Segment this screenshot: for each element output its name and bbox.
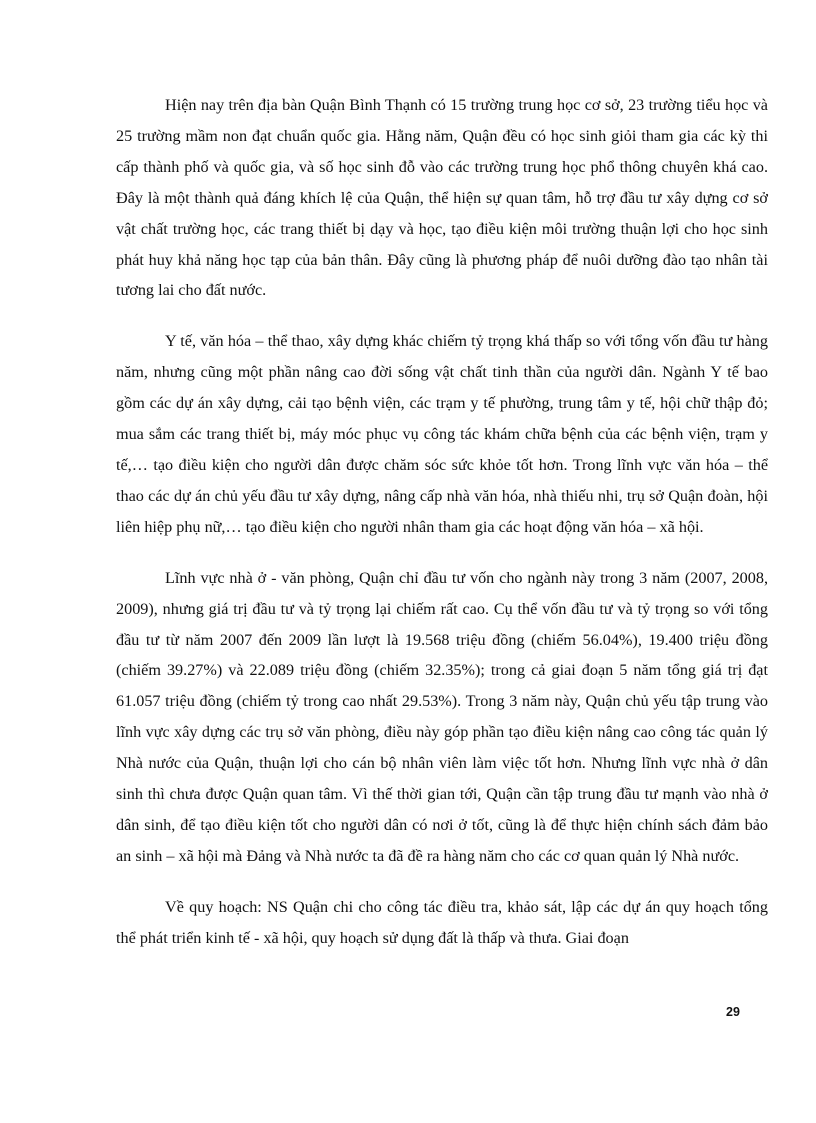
page-number: 29 — [726, 1005, 740, 1019]
paragraph-planning: Về quy hoạch: NS Quận chi cho công tác điều tra, khảo sát, lập các dự án quy hoạch tổng thể phát triển kinh tế - xã hội, quy hoạch sử dụng đất là thấp và thưa. Giai đoạn — [116, 897, 768, 947]
paragraph-housing-office: Lĩnh vực nhà ở - văn phòng, Quận chỉ đầu tư vốn cho ngành này trong 3 năm (2007, 2008, 2009), nhưng giá trị đầu tư và tỷ trọng lại chiếm rất cao. Cụ thể vốn đầu tư và tỷ trọng so với tổng đầu tư từ năm 2007 đến 2009 lần lượt là 19.568 triệu đồng (chiếm 56.04%), 19.400 triệu đồng (chiếm 39.27%) và 22.089 triệu đồng (chiếm 32.35%); trong cả giai đoạn 5 năm tổng giá trị đạt 61.057 triệu đồng (chiếm tỷ trong cao nhất 29.53%). Trong 3 năm này, Quận chủ yếu tập trung vào lĩnh vực xây dựng các trụ sở văn phòng, điều này góp phần tạo điều kiện nâng cao công tác quản lý Nhà nước của Quận, thuận lợi cho cán bộ nhân viên làm việc tốt hơn. Nhưng lĩnh vực nhà ở dân sinh thì chưa được Quận quan tâm. Vì thế thời gian tới, Quận cần tập trung đầu tư mạnh vào nhà ở dân sinh, để tạo điều kiện tốt cho người dân có nơi ở tốt, cũng là để thực hiện chính sách đảm bảo an sinh – xã hội mà Đảng và Nhà nước ta đã đề ra hàng năm cho các cơ quan quản lý Nhà nước. — [116, 568, 768, 865]
paragraph-health-culture: Y tế, văn hóa – thể thao, xây dựng khác chiếm tỷ trọng khá thấp so với tổng vốn đầu tư hàng năm, nhưng cũng một phần nâng cao đời sống vật chất tinh thần của người dân. Ngành Y tế bao gồm các dự án xây dựng, cải tạo bệnh viện, các trạm y tế phường, trung tâm y tế, hội chữ thập đỏ; mua sắm các trang thiết bị, máy móc phục vụ công tác khám chữa bệnh của các bệnh viện, trạm y tế,… tạo điều kiện cho người dân được chăm sóc sức khỏe tốt hơn. Trong lĩnh vực văn hóa – thể thao các dự án chủ yếu đầu tư xây dựng, nâng cấp nhà văn hóa, nhà thiếu nhi, trụ sở Quận đoàn, hội liên hiệp phụ nữ,… tạo điều kiện cho người nhân tham gia các hoạt động văn hóa – xã hội. — [116, 332, 768, 536]
body-text — [116, 90, 768, 954]
paragraph-schools: Hiện nay trên địa bàn Quận Bình Thạnh có 15 trường trung học cơ sở, 23 trường tiểu học và 25 trường mầm non đạt chuẩn quốc gia. Hằng năm, Quận đều có học sinh giỏi tham gia các kỳ thi cấp thành phố và quốc gia, và số học sinh đỗ vào các trường trung học phổ thông chuyên khá cao. Đây là một thành quả đáng khích lệ của Quận, thể hiện sự quan tâm, hỗ trợ đầu tư xây dựng cơ sở vật chất trường học, các trang thiết bị dạy và học, tạo điều kiện môi trường thuận lợi cho học sinh phát huy khả năng học tạp của bản thân. Đây cũng là phương pháp để nuôi dưỡng đào tạo nhân tài tương lai cho đất nước. — [116, 96, 768, 300]
